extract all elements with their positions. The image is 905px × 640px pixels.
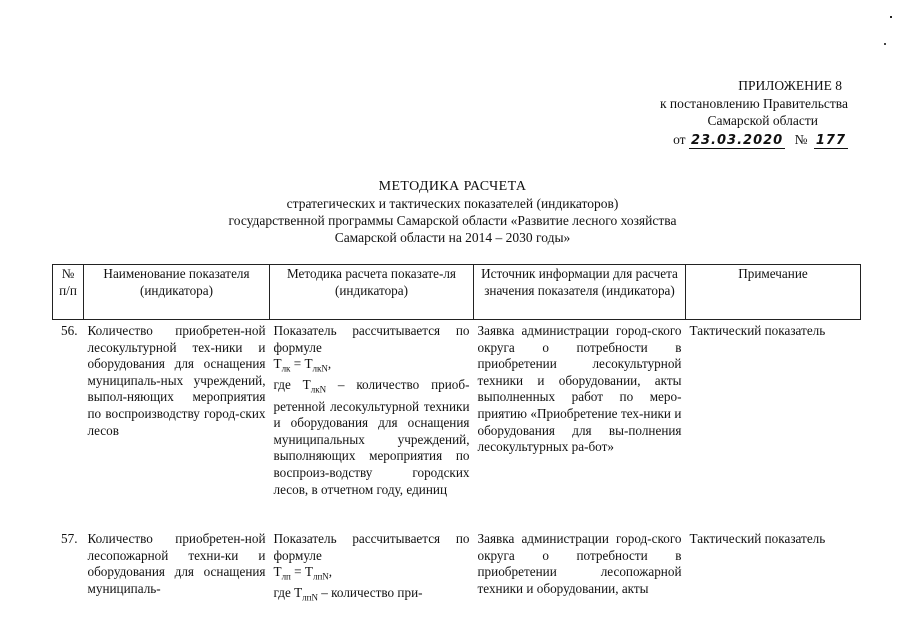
- method-intro: Показатель рассчитывается по формуле: [273, 323, 470, 355]
- document-title: [0, 178, 905, 246]
- table-row: [53, 523, 861, 607]
- title-line-2: стратегических и тактических показателей (индикаторов): [286, 196, 619, 211]
- table-row: [53, 320, 861, 524]
- indicator-name: Количество приобретен-ной лесокультурной тех-ники и оборудования для оснащения муниципаль-ных учреждений, выпол-няющих мероприятия по воспроизводству город-ских лесов: [87, 323, 266, 438]
- date-prefix: от: [673, 131, 686, 147]
- method-where: где Т: [273, 585, 303, 601]
- scan-speck: [890, 16, 892, 18]
- header-num: № п/п: [53, 265, 84, 320]
- row-number: 57.: [61, 531, 78, 546]
- region-label: Самарской области: [707, 113, 818, 128]
- note: Тактический показатель: [689, 531, 826, 546]
- indicator-name: Количество приобретен-ной лесопожарной техни-ки и оборудования для оснащения муниципаль-: [87, 531, 266, 596]
- appendix-label: ПРИЛОЖЕНИЕ 8: [738, 78, 842, 93]
- method-description: – количество при-: [317, 585, 423, 601]
- title-main: МЕТОДИКА РАСЧЕТА: [378, 179, 527, 194]
- formula: $Т_{лп} = Т_{лпN}$,: [273, 564, 333, 582]
- table-header-row: [53, 265, 861, 320]
- title-line-4: Самарской области на 2014 – 2030 годы»: [334, 230, 571, 245]
- handwritten-number: 177: [815, 132, 846, 148]
- indicators-table: [52, 264, 861, 607]
- scan-speck: [884, 43, 886, 45]
- formula: $Т_{лк} = Т_{лкN}$,: [273, 356, 332, 374]
- title-line-3: государственной программы Самарской области «Развитие лесного хозяйства: [228, 213, 677, 228]
- row-number: 56.: [61, 323, 78, 338]
- information-source: Заявка администрации город-ского округа о потребности в приобретении лесокультурной техники и оборудовании, акты выполненных работ по меро-приятию «Приобретение тех-ники и оборудования для вы-полнения лесокультурных ра-бот»: [477, 323, 682, 455]
- calculation-method: Показатель рассчитывается по формуле $Т_{лк} = Т_{лкN}$, где $Т_{лкN}$ – количество приоб-ретенной лесокультурной техники и оборудования для оснащения муниципальных учреждений, выполняющих мероприятия по воспроиз-водству городских лесов, в отчетном году, единиц: [273, 323, 470, 497]
- appendix-header: [660, 77, 848, 149]
- method-description: – количество приоб-ретенной лесокультурной техники и оборудования для оснащения муниципальных учреждений, выполняющих мероприятия по воспроиз-водству городских лесов, в отчетном году, единиц: [273, 377, 470, 497]
- information-source: Заявка администрации город-ского округа о потребности в приобретении лесопожарной техники и оборудовании, акты: [477, 531, 682, 596]
- header-name: Наименование показателя (индикатора): [84, 265, 270, 320]
- note: Тактический показатель: [689, 323, 826, 338]
- handwritten-date: 23.03.2020: [690, 132, 784, 148]
- date-number-line: [660, 131, 848, 150]
- method-intro: Показатель рассчитывается по формуле: [273, 531, 470, 563]
- header-note: Примечание: [686, 265, 861, 320]
- calculation-method: Показатель рассчитывается по формуле $Т_{лп} = Т_{лпN}$, где $Т_{лпN}$ – количество при-: [273, 531, 470, 604]
- header-method: Методика расчета показате-ля (индикатора): [270, 265, 474, 320]
- header-source: Источник информации для расчета значения показателя (индикатора): [474, 265, 686, 320]
- resolution-label: к постановлению Правительства: [659, 95, 848, 111]
- number-prefix: №: [794, 131, 808, 147]
- method-where: где Т: [273, 377, 311, 393]
